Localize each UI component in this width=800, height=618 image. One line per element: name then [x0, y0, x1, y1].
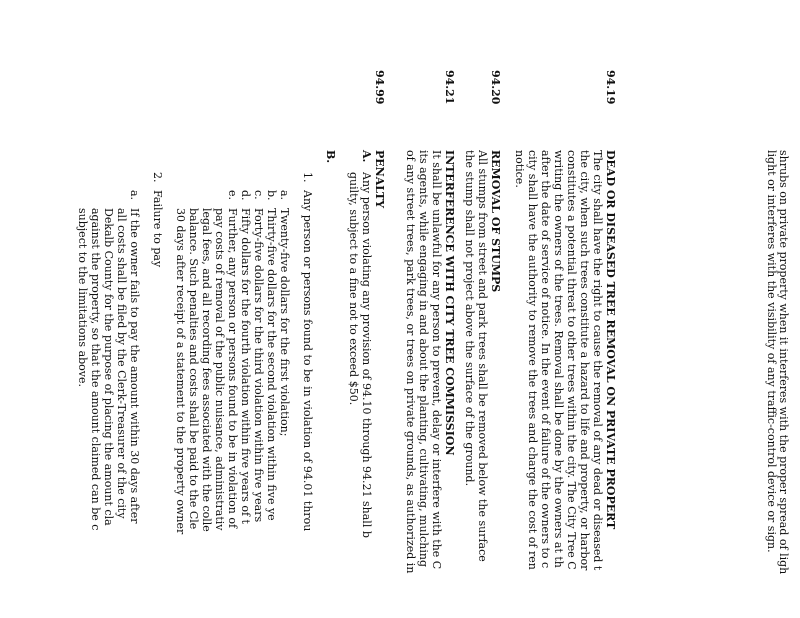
section-title-9419: DEAD OR DISEASED TREE REMOVAL ON PRIVATE PROPERT — [604, 150, 617, 530]
section-title-9420: REMOVAL OF STUMPS — [489, 150, 502, 293]
sub2-a-line-3: Dekalb County for the purpose of placing the amount cla — [102, 208, 115, 526]
section-9419-line-7: notice. — [513, 150, 526, 188]
section-number-9499: 94.99 — [373, 70, 386, 105]
sub-e-line-5: 30 days after receipt of a statement to the property owner — [174, 208, 187, 535]
intro-line-2: light or interferes with the visibility of any traffic-control device or sign. — [765, 150, 778, 553]
penalty-b1-label: 1. — [301, 172, 314, 183]
section-9421-line-1: It shall be unlawful for any person to prevent, delay or interfere with the C — [430, 150, 443, 570]
sub-d-text: Fifty dollars for the fourth violation within five years of t — [239, 208, 252, 524]
sub-a-text: Twenty-five dollars for the first violation; — [278, 208, 291, 437]
sub-e-line-2: pay costs of removal of the public nuisance, administrativ — [213, 208, 226, 531]
sub-e-line-3: legal fees, and all recording fees associated with the colle — [200, 208, 213, 532]
sub2-a-line-4: against the property, so that the amount claimed can be c — [89, 208, 102, 531]
sub-c-text: Forty-five dollars for the third violation within five years — [252, 208, 265, 523]
section-9420-line-1: All stumps from street and park trees shall be removed below the surface — [476, 150, 489, 562]
section-title-9421: INTERFERENCE WITH CITY TREE COMMISSION — [443, 150, 456, 456]
sub-e-line-4: balance. Such penalties and costs shall be paid to the Cle — [187, 208, 200, 530]
sub-c-label: c. — [252, 190, 265, 200]
section-9419-line-5: after the date of service of notice. In the event of failure of the owners to c — [539, 150, 552, 569]
penalty-a-label: A. — [360, 150, 373, 163]
penalty-b-label: B. — [324, 150, 337, 164]
sub-a-label: a. — [278, 190, 291, 201]
sub2-a-line-5: subject to the limitations above. — [76, 208, 89, 388]
section-9421-line-2: its agents, while engaging in and about the planting, cultivating, mulching — [417, 150, 430, 567]
sub2-a-line-1: If the owner fails to pay the amount within 30 days after — [128, 208, 141, 524]
section-number-9420: 94.20 — [489, 70, 502, 105]
section-9420-line-2: the stump shall not project above the surface of the ground. — [463, 150, 476, 487]
sub-b-label: b. — [265, 190, 278, 201]
section-9419-line-1: The city shall have the right to cause the removal of any dead or diseased t — [591, 150, 604, 571]
penalty-a-line-1: Any person violating any provision of 94.10 through 94.21 shall b — [360, 172, 373, 538]
penalty-b2-label: 2. — [151, 172, 164, 183]
sub2-a-line-2: all costs shall be filed by the Clerk-Treasurer of the city — [115, 208, 128, 519]
sub-e-label: e. — [226, 190, 239, 201]
sub2-a-label: a. — [128, 190, 141, 201]
section-number-9421: 94.21 — [443, 70, 456, 105]
section-9419-line-2: the city, when such trees constitute a hazard to life and property, or harbor — [578, 150, 591, 571]
section-number-9419: 94.19 — [604, 70, 617, 105]
section-9419-line-4: writing the owners of the trees. Removal shall be done by the owners at th — [552, 150, 565, 568]
intro-line-1: shrubs on private property when it interferes with the proper spread of ligh — [777, 150, 790, 575]
penalty-b1-text: Any person or persons found to be in violation of 94.01 throu — [301, 190, 314, 532]
penalty-b2-text: Failure to pay — [151, 190, 164, 268]
section-9421-line-3: of any street trees, park trees, or trees on private grounds, as authorized in — [404, 150, 417, 574]
sub-b-text: Thirty-five dollars for the second violation within five ye — [265, 208, 278, 521]
sub-d-label: d. — [239, 190, 252, 201]
section-9419-line-3: constitutes a potential threat to other trees within the city. The City Tree C — [565, 150, 578, 570]
sub-e-line-1: Further, any person or persons found to be in violation of — [226, 208, 239, 529]
section-9419-line-6: city shall have the authority to remove the trees and charge the cost of ren — [526, 150, 539, 570]
penalty-a-line-2: guilty, subject to a fine not to exceed $50. — [347, 172, 360, 406]
section-title-9499: PENALTY — [373, 150, 386, 209]
